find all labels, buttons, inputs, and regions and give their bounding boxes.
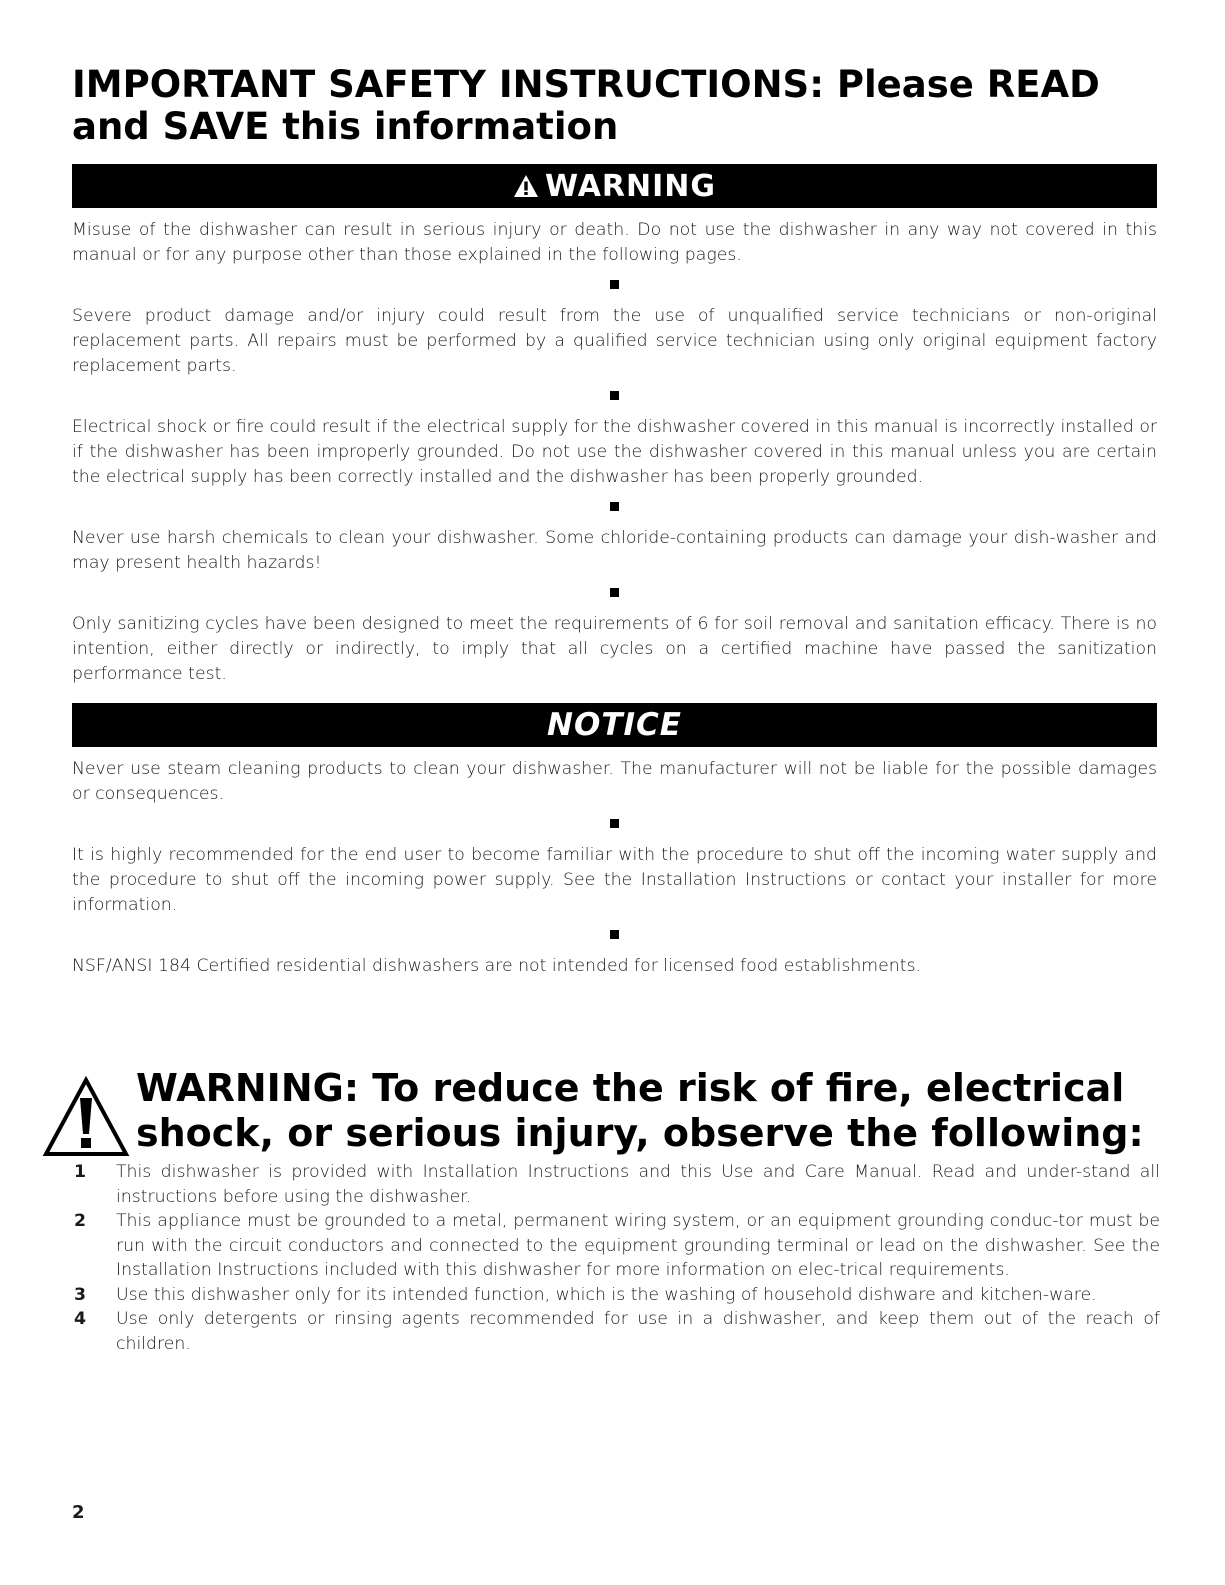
separator-bullet	[610, 819, 619, 828]
warning-paragraph: Never use harsh chemicals to clean your dishwasher. Some chloride-containing products can damage your dish-washer and may present health hazards!	[72, 528, 1157, 573]
separator-bullet	[610, 502, 619, 511]
page-title: IMPORTANT SAFETY INSTRUCTIONS: Please READ and SAVE this information	[72, 63, 1100, 148]
notice-paragraph: NSF/ANSI 184 Certified residential dishwashers are not intended for licensed food establishments.	[72, 956, 921, 976]
notice-paragraph: Never use steam cleaning products to clean your dishwasher. The manufacturer will not be liable for the possible damages or consequences.	[72, 759, 1157, 804]
separator-bullet	[610, 280, 619, 289]
notice-banner-label: NOTICE	[547, 707, 682, 743]
item-number: 2	[74, 1211, 87, 1231]
safety-warning-section	[40, 1066, 1160, 1356]
warning-banner	[72, 164, 1157, 208]
warning-paragraph: Severe product damage and/or injury could result from the use of unqualified service technicians or non-original replacement parts. All repairs must be performed by a qualified service technician using only original equipment factory replacement parts.	[72, 306, 1157, 376]
list-item	[40, 1307, 1160, 1356]
safety-instruction-list	[40, 1160, 1160, 1356]
warning-triangle-icon	[513, 173, 539, 199]
list-item	[40, 1160, 1160, 1209]
item-number: 3	[74, 1284, 87, 1305]
item-text: Use only detergents or rinsing agents recommended for use in a dishwasher, and keep them out of the reach of children.	[116, 1309, 1160, 1354]
item-number: 1	[74, 1162, 87, 1182]
separator-bullet	[610, 588, 619, 597]
warning-paragraph: Electrical shock or fire could result if the electrical supply for the dishwasher covered in this manual is incorrectly installed or if the dishwasher has been improperly grounded. Do not use the dishwasher covered in this manual unless you are certain the electrical supply has been correctly installed and the dishwasher has been properly grounded.	[72, 417, 1157, 487]
safety-warning-header	[40, 1066, 1160, 1158]
item-number: 4	[74, 1309, 87, 1329]
item-text: This dishwasher is provided with Installation Instructions and this Use and Care Manual. Read and under-stand all instructions before using the dishwasher.	[116, 1162, 1160, 1207]
notice-paragraph: It is highly recommended for the end user to become familiar with the procedure to shut off the incoming water supply and the procedure to shut off the incoming power supply. See the Installation Instructions or contact your installer for more information.	[72, 845, 1157, 915]
page-number: 2	[72, 1502, 85, 1523]
warning-paragraph: Misuse of the dishwasher can result in serious injury or death. Do not use the dishwasher in any way not covered in this manual or for any purpose other than those explained in the following pages.	[72, 220, 1157, 265]
warning-paragraph: Only sanitizing cycles have been designed to meet the requirements of 6 for soil removal and sanitation efficacy. There is no intention, either directly or indirectly, to imply that all cycles on a certified machine have passed the sanitization performance test.	[72, 614, 1157, 684]
item-text: This appliance must be grounded to a metal, permanent wiring system, or an equipment grounding conduc-tor must be run with the circuit conductors and connected to the equipment grounding terminal or lead on the dishwasher. See the Installation Instructions included with this dishwasher for more information on elec-trical requirements.	[116, 1211, 1160, 1280]
manual-page	[72, 64, 1157, 979]
notice-banner	[72, 703, 1157, 747]
separator-bullet	[610, 391, 619, 400]
warning-triangle-icon	[40, 1076, 132, 1158]
safety-warning-title: WARNING: To reduce the risk of fire, electrical shock, or serious injury, observe the following:	[136, 1066, 1144, 1155]
warning-banner-label: WARNING	[544, 168, 717, 204]
list-item	[40, 1209, 1160, 1283]
list-item	[40, 1283, 1160, 1308]
item-text: Use this dishwasher only for its intended function, which is the washing of household dishware and kitchen-ware.	[116, 1284, 1097, 1305]
separator-bullet	[610, 930, 619, 939]
